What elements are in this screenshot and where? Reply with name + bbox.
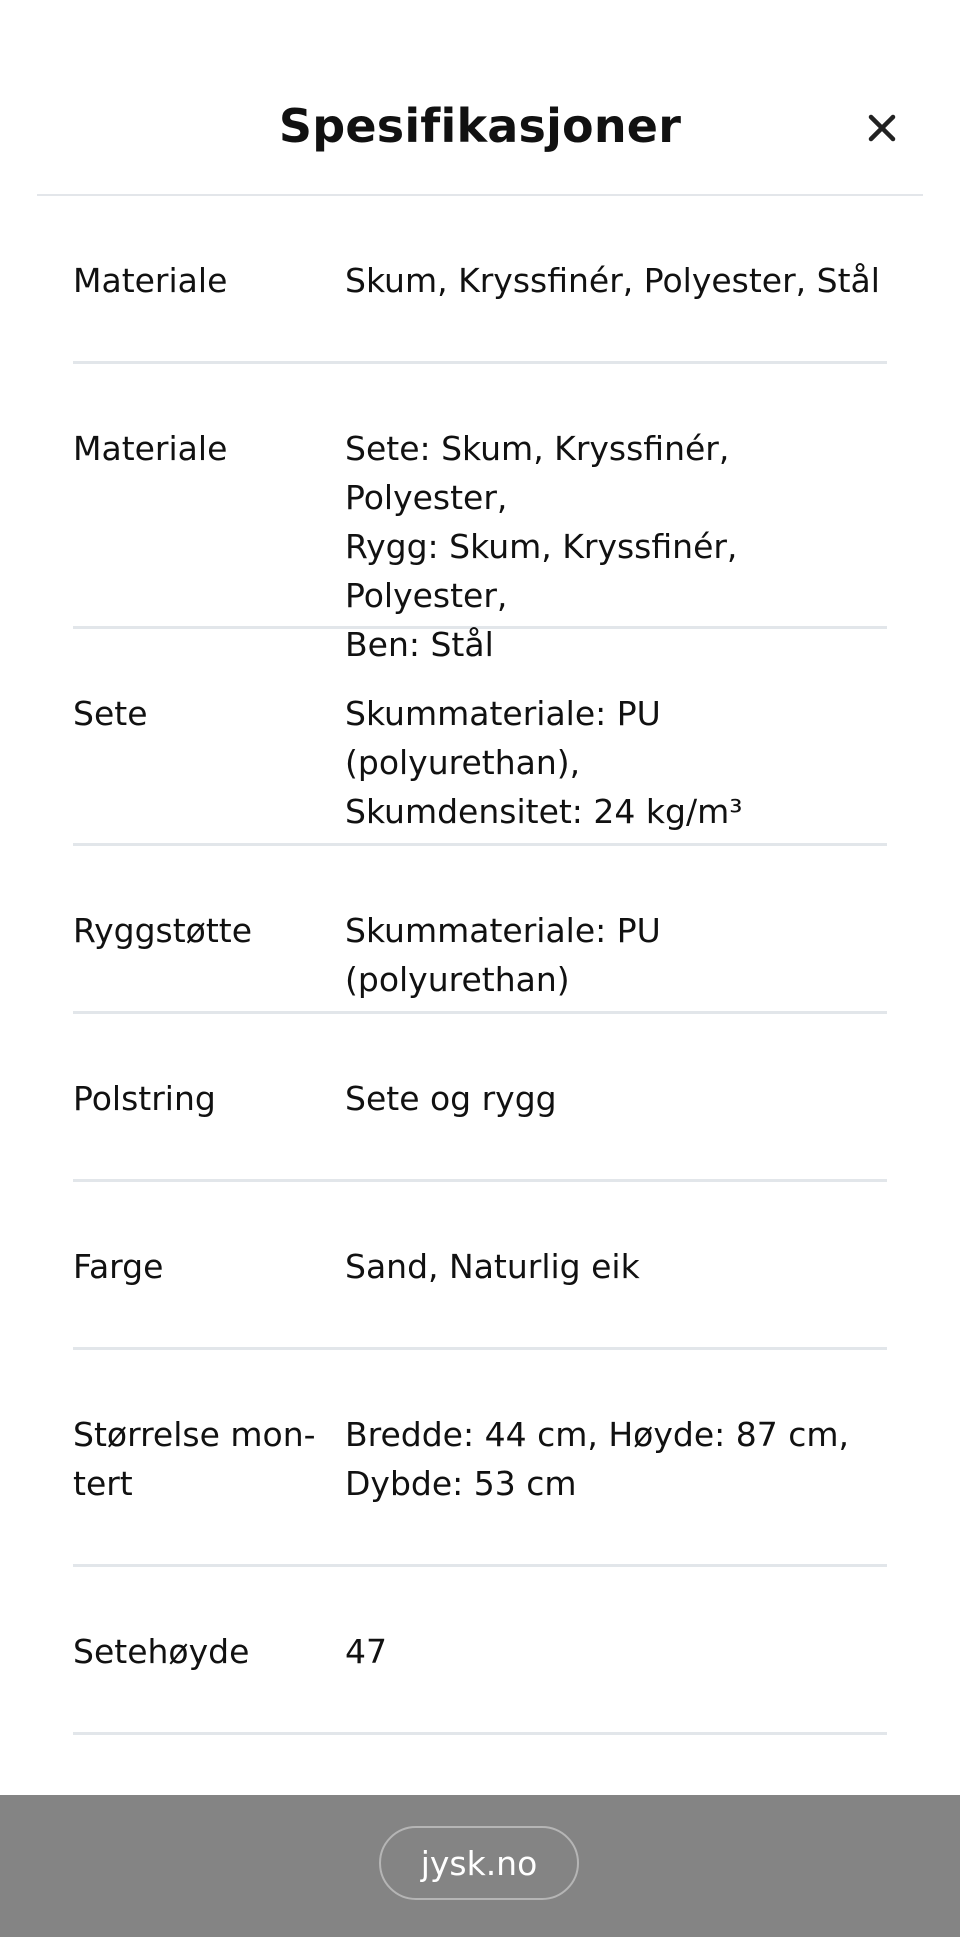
spec-row xyxy=(73,364,887,664)
dialog-title: Spesifikasjoner xyxy=(278,99,682,153)
spec-value xyxy=(345,1410,887,1564)
spec-label xyxy=(73,689,345,843)
spec-label-line: Størrelse mon- xyxy=(73,1415,316,1454)
spec-label xyxy=(73,424,345,626)
spec-label-line: tert xyxy=(73,1464,133,1503)
spec-value-line: Bredde: 44 cm, Høyde: 87 cm, xyxy=(345,1415,849,1454)
spec-label-line: Polstring xyxy=(73,1079,216,1118)
spec-label xyxy=(73,1627,345,1732)
spec-label-line: Materiale xyxy=(73,261,228,300)
spec-value xyxy=(345,424,887,664)
spec-value-line: Sete: Skum, Kryssfinér, Polyester, xyxy=(345,429,730,517)
spec-row xyxy=(73,196,887,364)
spec-value xyxy=(345,906,887,1011)
spec-row xyxy=(73,1182,887,1350)
spec-value-line: Ben: Stål xyxy=(345,625,494,664)
spec-value-line: Skum, Kryssfinér, Polyester, Stål xyxy=(345,261,880,300)
spec-label-line: Setehøyde xyxy=(73,1632,250,1671)
spec-value-line: Sete og rygg xyxy=(345,1079,557,1118)
spec-value xyxy=(345,1627,887,1732)
spec-value-line: Skummateriale: PU (polyurethan), xyxy=(345,694,661,782)
spec-label-line: Sete xyxy=(73,694,148,733)
spec-row xyxy=(73,1350,887,1567)
spec-value xyxy=(345,1074,887,1179)
close-icon xyxy=(867,113,897,143)
spec-label-line: Ryggstøtte xyxy=(73,911,253,950)
spec-list xyxy=(73,196,887,1735)
spec-label xyxy=(73,906,345,1011)
spec-value xyxy=(345,1242,887,1347)
spec-value xyxy=(345,256,887,361)
spec-row xyxy=(73,846,887,1014)
spec-row xyxy=(73,629,887,846)
spec-label-line: Farge xyxy=(73,1247,164,1286)
spec-label xyxy=(73,1074,345,1179)
spec-value-line: Dybde: 53 cm xyxy=(345,1464,577,1503)
spec-value-line: 47 xyxy=(345,1632,387,1671)
spec-value-line: Skummateriale: PU (polyurethan) xyxy=(345,911,661,999)
spec-value-line: Sand, Naturlig eik xyxy=(345,1247,640,1286)
spec-label xyxy=(73,1242,345,1347)
spec-value-line: Skumdensitet: 24 kg/m³ xyxy=(345,792,743,831)
dialog-header xyxy=(0,0,960,196)
spec-label-line: Materiale xyxy=(73,429,228,468)
spec-label xyxy=(73,1410,345,1564)
url-button[interactable]: jysk.no xyxy=(379,1826,579,1900)
spec-row xyxy=(73,1014,887,1182)
close-button[interactable] xyxy=(860,106,904,150)
spec-value xyxy=(345,689,887,843)
spec-row xyxy=(73,1567,887,1735)
spec-value-line: Rygg: Skum, Kryssfinér, Polyester, xyxy=(345,527,738,615)
spec-label xyxy=(73,256,345,361)
